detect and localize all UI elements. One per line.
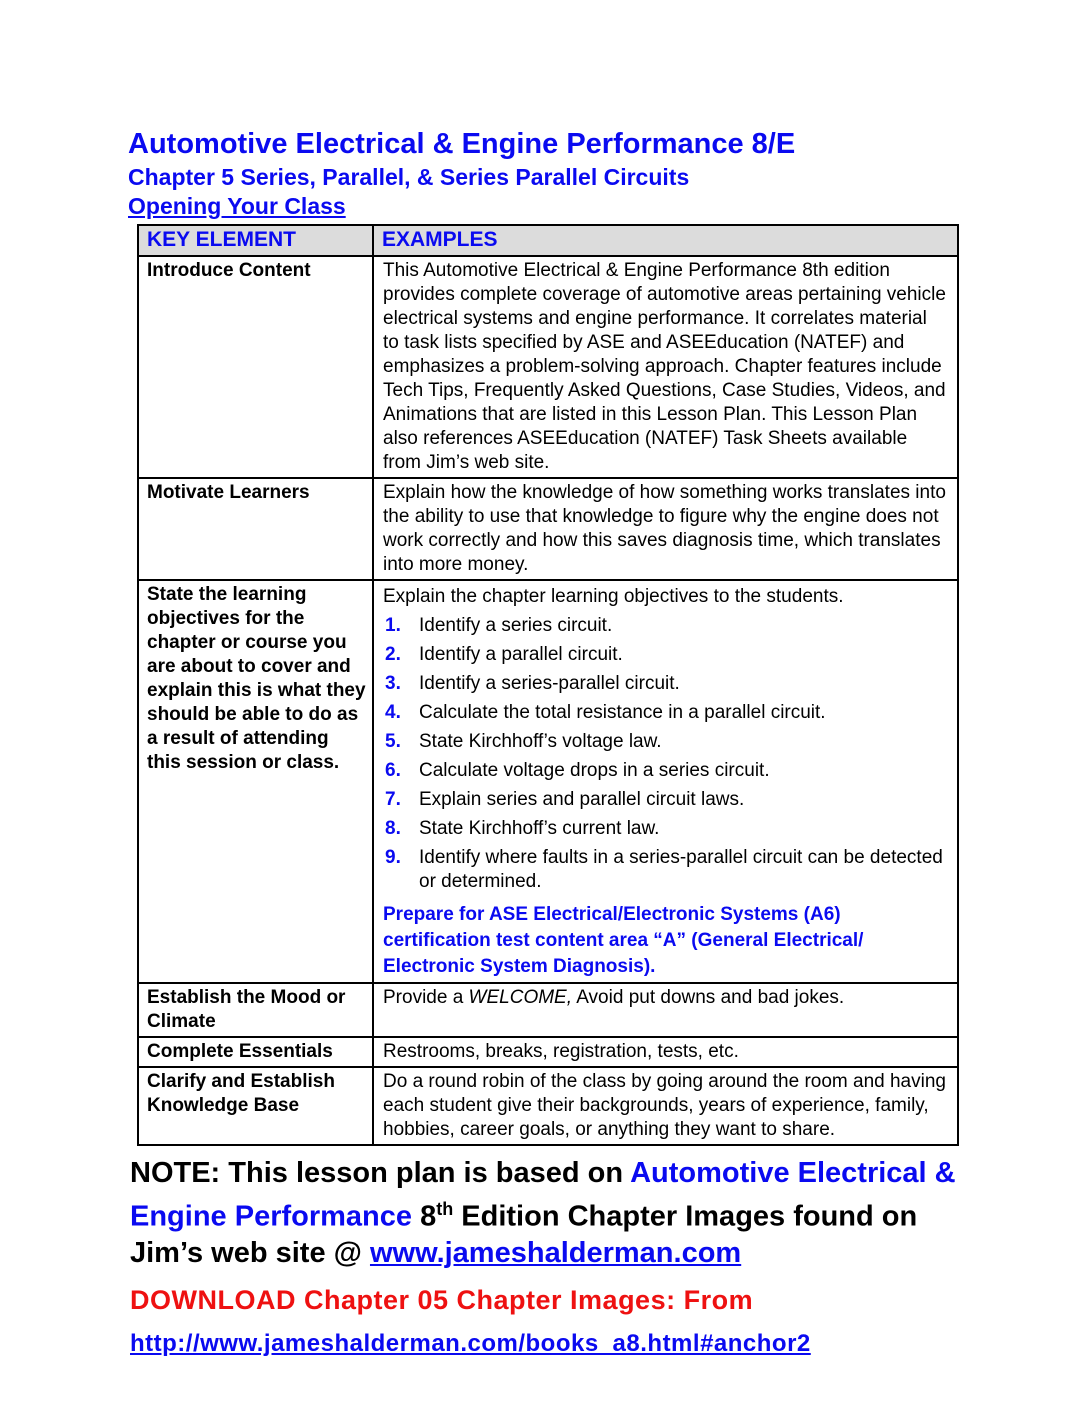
objective-item bbox=[385, 788, 947, 812]
note-book-title: Automotive Electrical & Engine Performance bbox=[130, 1157, 956, 1233]
table-row bbox=[138, 256, 958, 478]
note-paragraph bbox=[130, 1155, 970, 1271]
objective-item bbox=[385, 672, 947, 696]
examples-cell: This Automotive Electrical & Engine Performance 8th edition provides complete coverage of automotive areas pertaining vehicle electrical systems and engine performance. It correlates material to task lists specified by ASE and ASEEducation (NATEF) and emphasizes a problem-solving approach. Chapter features include Tech Tips, Frequently Asked Questions, Case Studies, Videos, and Animations that are listed in this Lesson Plan. This Lesson Plan also references ASEEducation (NATEF) Task Sheets available from Jim’s web site. bbox=[373, 256, 958, 478]
objective-item bbox=[385, 614, 947, 638]
chapter-images-link[interactable]: http://www.jameshalderman.com/books_a8.html#anchor2 bbox=[130, 1329, 811, 1357]
objective-number: 9. bbox=[385, 847, 401, 868]
objective-item bbox=[385, 643, 947, 667]
key-cell-motivate-learners: Motivate Learners bbox=[138, 478, 373, 580]
key-element-header: KEY ELEMENT bbox=[138, 225, 373, 256]
objective-number: 3. bbox=[385, 673, 401, 694]
examples-cell bbox=[373, 983, 958, 1037]
note-text: NOTE: This lesson plan is based on bbox=[130, 1157, 631, 1189]
objective-text: Calculate the total resistance in a parallel circuit. bbox=[419, 702, 826, 723]
table-row bbox=[138, 1067, 958, 1145]
objective-number: 5. bbox=[385, 731, 401, 752]
objective-text: State Kirchhoff’s voltage law. bbox=[419, 731, 662, 752]
objective-number: 1. bbox=[385, 615, 401, 636]
objective-text: Identify a parallel circuit. bbox=[419, 644, 623, 665]
objective-item bbox=[385, 817, 947, 841]
download-instruction: DOWNLOAD Chapter 05 Chapter Images: From bbox=[130, 1284, 754, 1315]
note-superscript: th bbox=[436, 1199, 454, 1219]
key-cell-clarify-knowledge: Clarify and Establish Knowledge Base bbox=[138, 1067, 373, 1145]
table-row bbox=[138, 580, 958, 983]
welcome-italic-text: WELCOME, bbox=[468, 987, 572, 1008]
objective-text: Calculate voltage drops in a series circuit. bbox=[419, 760, 770, 781]
objective-number: 7. bbox=[385, 789, 401, 810]
objective-text: Explain series and parallel circuit laws. bbox=[419, 789, 745, 810]
page-title: Automotive Electrical & Engine Performance 8/E bbox=[128, 128, 796, 160]
download-link-paragraph bbox=[130, 1330, 968, 1358]
objectives-intro: Explain the chapter learning objectives to the students. bbox=[383, 586, 844, 607]
objective-item bbox=[385, 759, 947, 783]
jameshalderman-link[interactable]: www.jameshalderman.com bbox=[369, 1236, 742, 1269]
welcome-post-text: Avoid put downs and bad jokes. bbox=[572, 987, 845, 1008]
table-row bbox=[138, 1037, 958, 1067]
chapter-subtitle: Chapter 5 Series, Parallel, & Series Parallel Circuits bbox=[128, 164, 690, 190]
examples-cell: Do a round robin of the class by going around the room and having each student give their backgrounds, years of experience, family, hobbies, career goals, or anything they want to share. bbox=[373, 1067, 958, 1145]
note-edition-number: 8 bbox=[412, 1200, 437, 1233]
objective-number: 2. bbox=[385, 644, 401, 665]
ase-certification-note: Prepare for ASE Electrical/Electronic Systems (A6) certification test content area “A” (General Electrical/ Electronic System Diagnosis). bbox=[383, 904, 864, 977]
footer-notes bbox=[130, 1155, 968, 1358]
objective-text: State Kirchhoff’s current law. bbox=[419, 818, 660, 839]
examples-cell-objectives bbox=[373, 580, 958, 983]
objective-number: 6. bbox=[385, 760, 401, 781]
key-cell-learning-objectives: State the learning objectives for the chapter or course you are about to cover and explain this is what they should be able to do as a result of attending this session or class. bbox=[138, 580, 373, 983]
key-cell-establish-mood: Establish the Mood or Climate bbox=[138, 983, 373, 1037]
objective-item bbox=[385, 701, 947, 725]
examples-cell: Explain how the knowledge of how something works translates into the ability to use that knowledge to figure why the engine does not work correctly and how this saves diagnosis time, which translates into more money. bbox=[373, 478, 958, 580]
objective-number: 4. bbox=[385, 702, 401, 723]
key-cell-complete-essentials: Complete Essentials bbox=[138, 1037, 373, 1067]
note-text-continued: Edition Chapter Images found on Jim’s web site @ bbox=[130, 1200, 918, 1269]
key-cell-introduce-content: Introduce Content bbox=[138, 256, 373, 478]
objective-number: 8. bbox=[385, 818, 401, 839]
table-row bbox=[138, 983, 958, 1037]
objective-text: Identify a series-parallel circuit. bbox=[419, 673, 680, 694]
table-header-row bbox=[138, 225, 958, 256]
section-heading: Opening Your Class bbox=[128, 193, 346, 219]
lesson-plan-table bbox=[137, 224, 959, 1146]
welcome-pre-text: Provide a bbox=[383, 987, 469, 1008]
table-row bbox=[138, 478, 958, 580]
examples-header: EXAMPLES bbox=[373, 225, 958, 256]
objective-item bbox=[385, 846, 947, 894]
objective-text: Identify where faults in a series-parallel circuit can be detected or determined. bbox=[419, 847, 943, 892]
lesson-plan-page bbox=[128, 126, 968, 1358]
examples-cell: Restrooms, breaks, registration, tests, etc. bbox=[373, 1037, 958, 1067]
objective-text: Identify a series circuit. bbox=[419, 615, 613, 636]
objective-item bbox=[385, 730, 947, 754]
